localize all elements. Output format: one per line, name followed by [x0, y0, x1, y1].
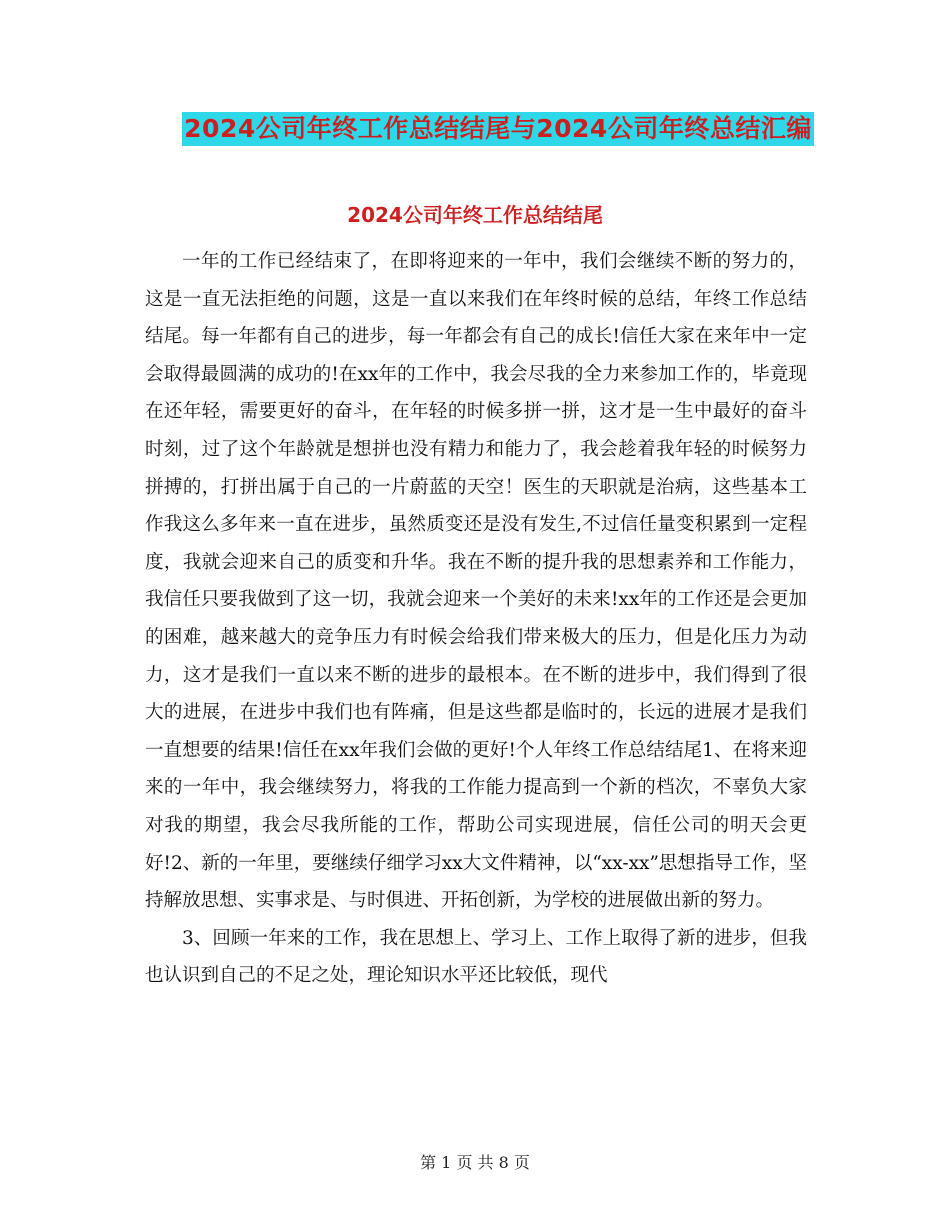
paragraph: 3、回顾一年来的工作，我在思想上、学习上、工作上取得了新的进步，但我也认识到自己的不足之处，理论知识水平还比较低，现代	[145, 927, 807, 987]
document-title: 2024公司年终工作总结结尾与2024公司年终总结汇编	[182, 112, 814, 146]
paragraph: 一年的工作已经结束了，在即将迎来的一年中，我们会继续不断的努力的，这是一直无法拒绝的问题，这是一直以来我们在年终时候的总结，年终工作总结结尾。每一年都有自己的进步，每一年都会有自己的成长!信任大家在来年中一定会取得最圆满的成功的!在xx年的工作中，我会尽我的全力来参加工作的，毕竟现在还年轻，需要更好的奋斗，在年轻的时候多拼一拼，这才是一生中最好的奋斗时刻，过了这个年龄就是想拼也没有精力和能力了，我会趁着我年轻的时候努力拼搏的，打拼出属于自己的一片蔚蓝的天空！医生的天职就是治病，这些基本工作我这么多年来一直在进步，虽然质变还是没有发生,不过信任量变积累到一定程度，我就会迎来自己的质变和升华。我在不断的提升我的思想素养和工作能力，我信任只要我做到了这一切，我就会迎来一个美好的未来!xx年的工作还是会更加的困难，越来越大的竞争压力有时候会给我们带来极大的压力，但是化压力为动力，这才是我们一直以来不断的进步的最根本。在不断的进步中，我们得到了很大的进展，在进步中我们也有阵痛，但是这些都是临时的，长远的进展才是我们一直想要的结果!信任在xx年我们会做的更好!个人年终工作总结结尾1、在将来迎来的一年中，我会继续努力，将我的工作能力提高到一个新的档次，不辜负大家对我的期望，我会尽我所能的工作，帮助公司实现进展，信任公司的明天会更好!2、新的一年里，要继续仔细学习xx大文件精神，以“xx-xx”思想指导工作，坚持解放思想、实事求是、与时俱进、开拓创新，为学校的进展做出新的努力。	[145, 251, 807, 912]
document-body	[145, 243, 807, 995]
document-title-container	[0, 112, 950, 146]
section-heading: 2024公司年终工作总结结尾	[347, 203, 603, 227]
page-footer: 第 1 页 共 8 页	[420, 1153, 530, 1172]
